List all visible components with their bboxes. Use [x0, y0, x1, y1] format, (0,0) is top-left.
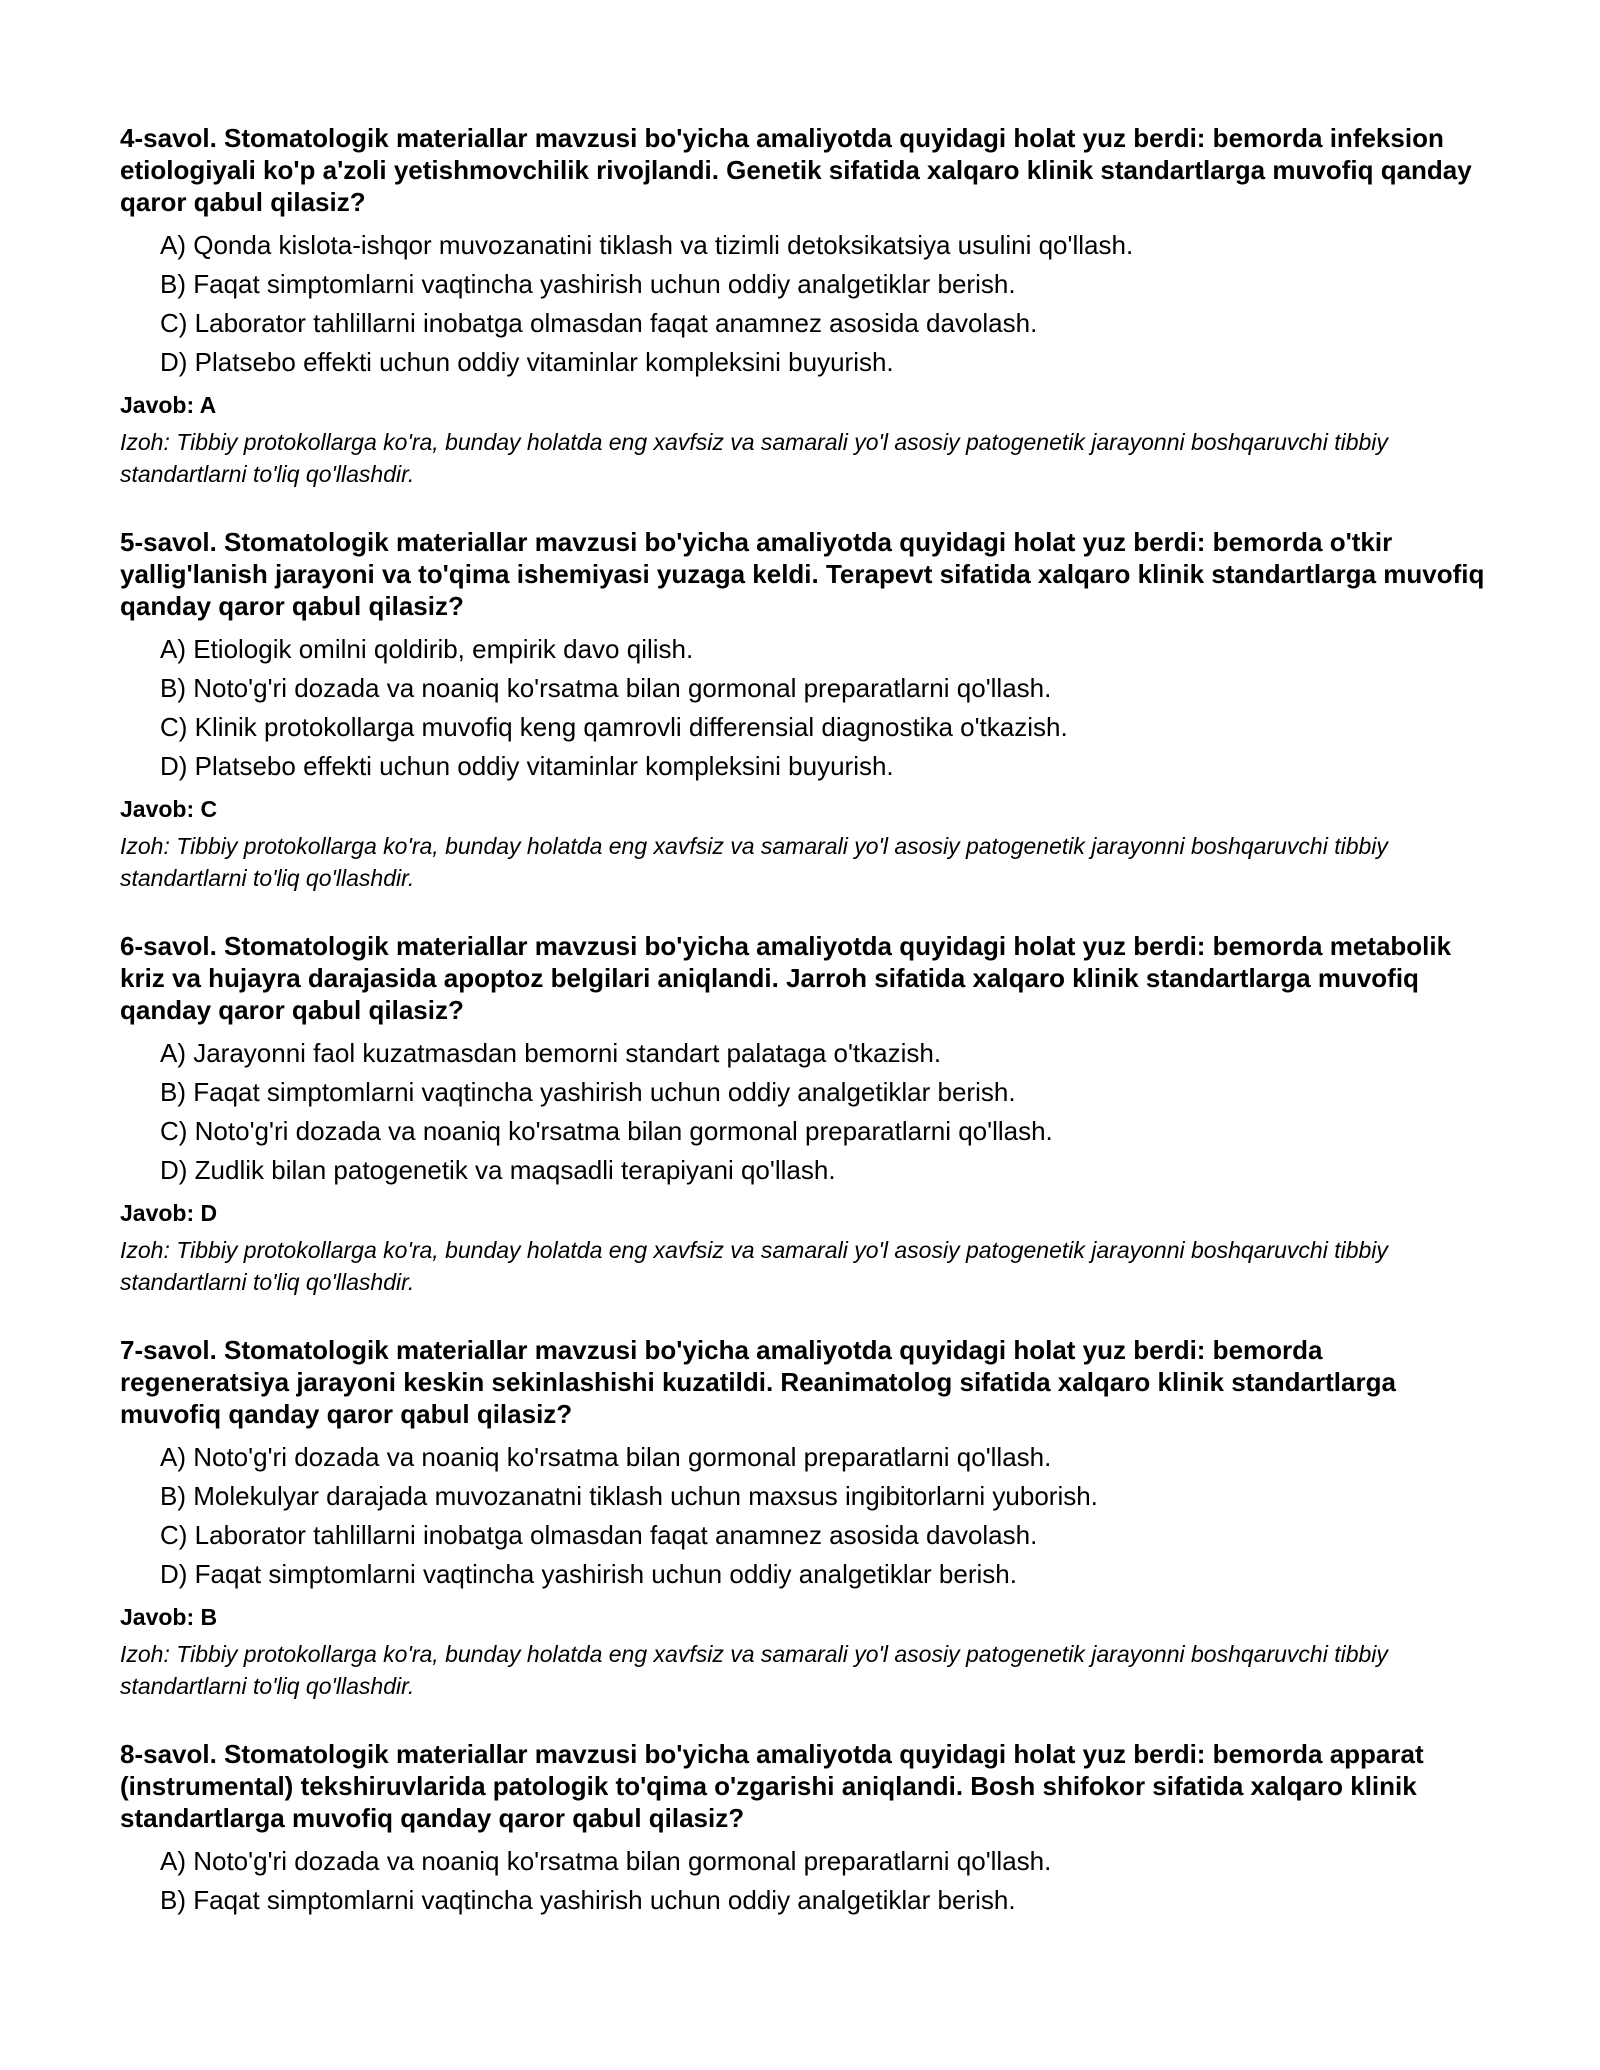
document-page	[120, 122, 1495, 1951]
option-d: D) Zudlik bilan patogenetik va maqsadli terapiyani qo'llash.	[160, 1155, 836, 1185]
option-c: C) Klinik protokollarga muvofiq keng qamrovli differensial diagnostika o'tkazish.	[160, 712, 1068, 742]
options-list	[120, 1846, 1495, 1915]
question-title: 8-savol. Stomatologik materiallar mavzusi bo'yicha amaliyotda quyidagi holat yuz berdi: bemorda apparat (instrumental) tekshiruvlarida patologik to'qima o'zgarishi aniqlandi. Bosh shifokor sifatida xalqaro klinik standartlarga muvofiq qanday qaror qabul qilasiz?	[120, 1739, 1424, 1833]
question-6	[120, 930, 1495, 1298]
option-b: B) Molekulyar darajada muvozanatni tiklash uchun maxsus ingibitorlarni yuborish.	[160, 1481, 1098, 1511]
question-7	[120, 1334, 1495, 1702]
option-d: D) Faqat simptomlarni vaqtincha yashirish uchun oddiy analgetiklar berish.	[160, 1559, 1017, 1589]
options-list	[120, 634, 1495, 781]
explanation-note: Izoh: Tibbiy protokollarga ko'ra, bunday holatda eng xavfsiz va samarali yo'l asosiy patogenetik jarayonni boshqaruvchi tibbiy standartlarni to'liq qo'llashdir.	[120, 833, 1388, 891]
options-list	[120, 1442, 1495, 1589]
option-b: B) Faqat simptomlarni vaqtincha yashirish uchun oddiy analgetiklar berish.	[160, 1885, 1016, 1915]
option-c: C) Laborator tahlillarni inobatga olmasdan faqat anamnez asosida davolash.	[160, 308, 1038, 338]
option-b: B) Faqat simptomlarni vaqtincha yashirish uchun oddiy analgetiklar berish.	[160, 269, 1016, 299]
explanation-note: Izoh: Tibbiy protokollarga ko'ra, bunday holatda eng xavfsiz va samarali yo'l asosiy patogenetik jarayonni boshqaruvchi tibbiy standartlarni to'liq qo'llashdir.	[120, 1641, 1388, 1699]
option-c: C) Noto'g'ri dozada va noaniq ko'rsatma bilan gormonal preparatlarni qo'llash.	[160, 1116, 1053, 1146]
option-d: D) Platsebo effekti uchun oddiy vitaminlar kompleksini buyurish.	[160, 751, 894, 781]
question-4	[120, 122, 1495, 490]
option-a: A) Qonda kislota-ishqor muvozanatini tiklash va tizimli detoksikatsiya usulini qo'llash.	[160, 230, 1134, 260]
question-title: 6-savol. Stomatologik materiallar mavzusi bo'yicha amaliyotda quyidagi holat yuz berdi: bemorda metabolik kriz va hujayra darajasida apoptoz belgilari aniqlandi. Jarroh sifatida xalqaro klinik standartlarga muvofiq qanday qaror qabul qilasiz?	[120, 931, 1452, 1025]
question-title: 4-savol. Stomatologik materiallar mavzusi bo'yicha amaliyotda quyidagi holat yuz berdi: bemorda infeksion etiologiyali ko'p a'zoli yetishmovchilik rivojlandi. Genetik sifatida xalqaro klinik standartlarga muvofiq qanday qaror qabul qilasiz?	[120, 123, 1472, 217]
explanation-note: Izoh: Tibbiy protokollarga ko'ra, bunday holatda eng xavfsiz va samarali yo'l asosiy patogenetik jarayonni boshqaruvchi tibbiy standartlarni to'liq qo'llashdir.	[120, 1237, 1388, 1295]
option-b: B) Noto'g'ri dozada va noaniq ko'rsatma bilan gormonal preparatlarni qo'llash.	[160, 673, 1052, 703]
answer: Javob: A	[120, 392, 217, 418]
question-title: 7-savol. Stomatologik materiallar mavzusi bo'yicha amaliyotda quyidagi holat yuz berdi: bemorda regeneratsiya jarayoni keskin sekinlashishi kuzatildi. Reanimatolog sifatida xalqaro klinik standartlarga muvofiq qanday qaror qabul qilasiz?	[120, 1335, 1396, 1429]
option-a: A) Etiologik omilni qoldirib, empirik davo qilish.	[160, 634, 694, 664]
option-b: B) Faqat simptomlarni vaqtincha yashirish uchun oddiy analgetiklar berish.	[160, 1077, 1016, 1107]
answer: Javob: B	[120, 1604, 218, 1630]
answer: Javob: C	[120, 796, 218, 822]
option-a: A) Jarayonni faol kuzatmasdan bemorni standart palataga o'tkazish.	[160, 1038, 942, 1068]
options-list	[120, 1038, 1495, 1185]
option-d: D) Platsebo effekti uchun oddiy vitaminlar kompleksini buyurish.	[160, 347, 894, 377]
option-a: A) Noto'g'ri dozada va noaniq ko'rsatma bilan gormonal preparatlarni qo'llash.	[160, 1846, 1052, 1876]
question-5	[120, 526, 1495, 894]
explanation-note: Izoh: Tibbiy protokollarga ko'ra, bunday holatda eng xavfsiz va samarali yo'l asosiy patogenetik jarayonni boshqaruvchi tibbiy standartlarni to'liq qo'llashdir.	[120, 429, 1388, 487]
answer: Javob: D	[120, 1200, 218, 1226]
options-list	[120, 230, 1495, 377]
question-title: 5-savol. Stomatologik materiallar mavzusi bo'yicha amaliyotda quyidagi holat yuz berdi: bemorda o'tkir yallig'lanish jarayoni va to'qima ishemiyasi yuzaga keldi. Terapevt sifatida xalqaro klinik standartlarga muvofiq qanday qaror qabul qilasiz?	[120, 527, 1485, 621]
option-a: A) Noto'g'ri dozada va noaniq ko'rsatma bilan gormonal preparatlarni qo'llash.	[160, 1442, 1052, 1472]
question-8	[120, 1738, 1495, 1915]
option-c: C) Laborator tahlillarni inobatga olmasdan faqat anamnez asosida davolash.	[160, 1520, 1038, 1550]
